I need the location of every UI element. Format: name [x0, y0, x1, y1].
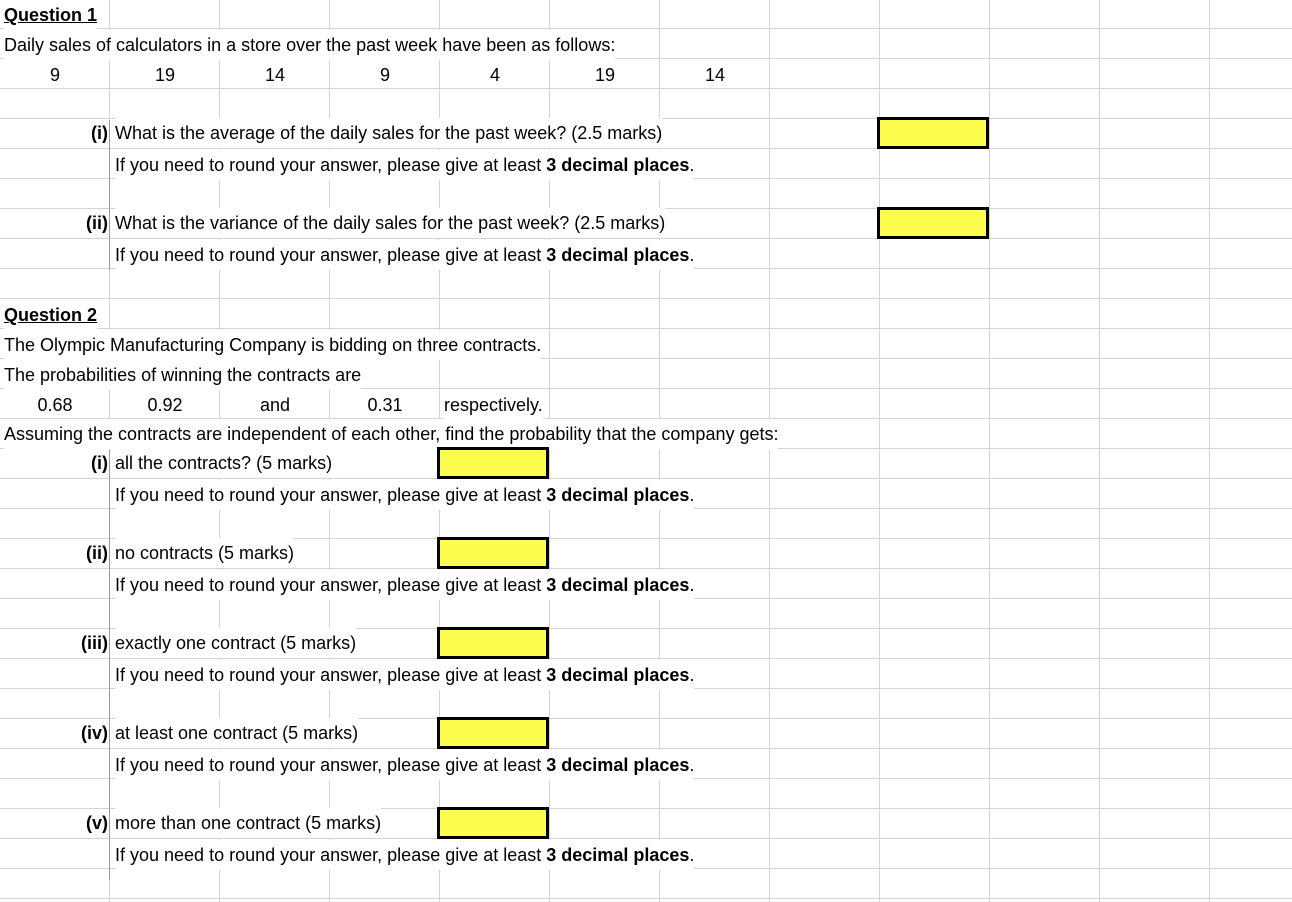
sales-value: 19	[594, 65, 616, 85]
rounding-note: If you need to round your answer, please give at least 3 decimal places.	[115, 570, 694, 600]
part-text: no contracts (5 marks)	[115, 538, 294, 568]
rounding-note: If you need to round your answer, please give at least 3 decimal places.	[115, 480, 694, 510]
part-label: (iii)	[81, 633, 108, 653]
answer-cell-q2-none[interactable]	[437, 537, 549, 569]
probability-value: 0.92	[147, 395, 183, 415]
part-label: (iv)	[81, 723, 108, 743]
part-label: (i)	[91, 123, 108, 143]
question-2-assumption: Assuming the contracts are independent of each other, find the probability that the company gets:	[4, 419, 778, 449]
sales-value: 19	[154, 65, 176, 85]
question-1-title: Question 1	[4, 0, 97, 30]
and-label: and	[259, 395, 291, 415]
rounding-note: If you need to round your answer, please give at least 3 decimal places.	[115, 660, 694, 690]
part-text: all the contracts? (5 marks)	[115, 448, 332, 478]
answer-cell-q1-average[interactable]	[877, 117, 989, 149]
probability-value: 0.68	[37, 395, 73, 415]
part-text: more than one contract (5 marks)	[115, 808, 381, 838]
probability-value: 0.31	[367, 395, 403, 415]
answer-cell-q2-more-than-one[interactable]	[437, 807, 549, 839]
question-2-intro-probabilities: The probabilities of winning the contracts are	[4, 360, 361, 390]
part-label: (ii)	[86, 543, 108, 563]
answer-cell-q2-all[interactable]	[437, 447, 549, 479]
sales-value: 9	[379, 65, 390, 85]
part-text: exactly one contract (5 marks)	[115, 628, 356, 658]
part-text: What is the average of the daily sales for the past week? (2.5 marks)	[115, 118, 662, 148]
sales-value: 9	[49, 65, 60, 85]
column-divider	[109, 120, 110, 270]
rounding-note: If you need to round your answer, please give at least 3 decimal places.	[115, 840, 694, 870]
sales-value: 14	[704, 65, 726, 85]
rounding-note: If you need to round your answer, please give at least 3 decimal places.	[115, 150, 694, 180]
sales-value: 4	[489, 65, 500, 85]
sales-value: 14	[264, 65, 286, 85]
part-text: at least one contract (5 marks)	[115, 718, 358, 748]
question-1-intro: Daily sales of calculators in a store over the past week have been as follows:	[4, 30, 615, 60]
column-divider	[109, 450, 110, 880]
question-2-intro: The Olympic Manufacturing Company is bidding on three contracts.	[4, 330, 541, 360]
answer-cell-q1-variance[interactable]	[877, 207, 989, 239]
answer-cell-q2-at-least-one[interactable]	[437, 717, 549, 749]
part-label: (ii)	[86, 213, 108, 233]
answer-cell-q2-exactly-one[interactable]	[437, 627, 549, 659]
rounding-note: If you need to round your answer, please give at least 3 decimal places.	[115, 240, 694, 270]
part-label: (v)	[86, 813, 108, 833]
part-label: (i)	[91, 453, 108, 473]
rounding-note: If you need to round your answer, please give at least 3 decimal places.	[115, 750, 694, 780]
question-2-title: Question 2	[4, 300, 97, 330]
respectively-label: respectively.	[444, 390, 543, 420]
part-text: What is the variance of the daily sales for the past week? (2.5 marks)	[115, 208, 665, 238]
